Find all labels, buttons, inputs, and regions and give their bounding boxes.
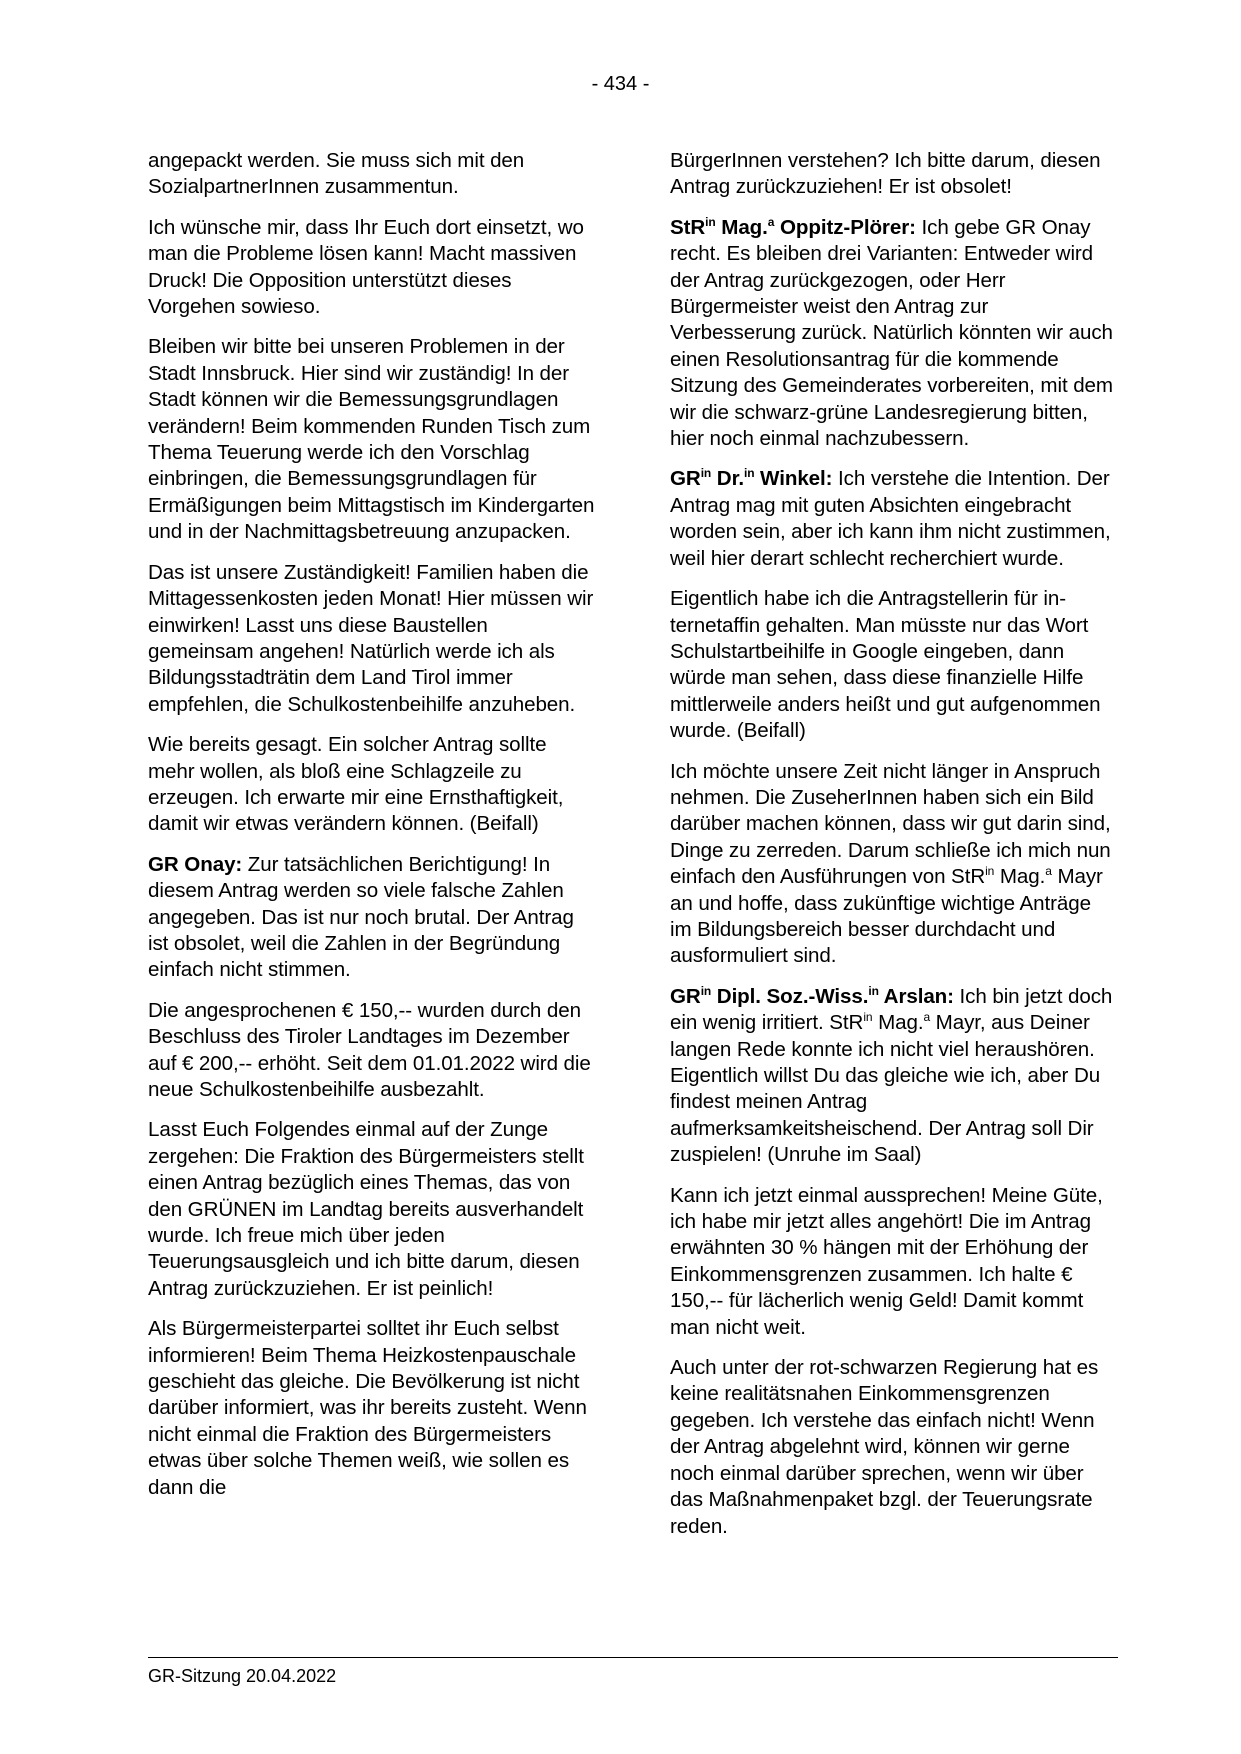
degree-suffix: a bbox=[767, 214, 775, 229]
paragraph: Wie bereits gesagt. Ein solcher Antrag sollte mehr wollen, als bloß eine Schlagzeile zu erzeugen. Ich erwarte mir eine Ernsthaftigkeit, damit wir etwas verändern können. (Beifall) bbox=[148, 733, 564, 836]
speaker-name bbox=[670, 985, 954, 1008]
speaker-title: GR bbox=[670, 467, 701, 491]
speaker-degree: Mag. bbox=[715, 215, 768, 239]
speaker-name bbox=[670, 467, 832, 490]
paragraph: Eigentlich habe ich die Antragstellerin für internetaffin gehalten. Man müsste nur das Wort Schulstartbeihilfe in Google eingeben, dann würde man sehen, dass diese finanzielle Hilfe mittlerweile anders heißt und gut aufgenommen wurde. (Beifall) bbox=[670, 587, 1101, 743]
paragraph: Auch unter der rot-schwarzen Regierung hat es keine realitätsnahen Einkommensgrenzen gegeben. Ich verstehe das einfach nicht! Wenn der Antrag abgelehnt wird, können wir gerne noch einmal darüber sprechen, wenn wir über das Maßnahmenpaket bzgl. der Teuerungsrate reden. bbox=[670, 1356, 1099, 1538]
paragraph: angepackt werden. Sie muss sich mit den SozialpartnerInnen zusammentun. bbox=[148, 149, 525, 199]
paragraph: Ich wünsche mir, dass Ihr Euch dort einsetzt, wo man die Probleme lösen kann! Macht massiven Druck! Die Opposition unterstützt dieses Vorgehen sowieso. bbox=[148, 215, 584, 319]
degree-suffix: in bbox=[743, 466, 755, 481]
speaker-surname: Arslan: bbox=[878, 984, 954, 1008]
paragraph: Als Bürgermeisterpartei solltet ihr Euch selbst informieren! Beim Thema Heizkostenpauschale geschieht das gleiche. Die Bevölkerung ist nicht darüber informiert, was ihr bereits zusteht. Wenn nicht einmal die Fraktion des Bürgermeisters etwas über solche Themen weiß, wie sollen es dann die bbox=[148, 1317, 587, 1499]
text-segment: Ich möchte unsere Zeit nicht länger in Anspruch nehmen. Die ZuseherInnen haben sich ein Bild darüber machen können, dass wir gut darin sind, Dinge zu zerreden. Darum schließe ich mich nun einfach den Ausführungen von StR bbox=[670, 759, 1111, 889]
title-suffix: in bbox=[863, 1010, 873, 1025]
speech-text: Zur tatsächlichen Berichtigung! In diesem Antrag werden so viele falsche Zahlen angegeben. Das ist nur noch brutal. Der Antrag ist obsolet, weil die Zahlen in der Begründung einfach nicht stimmen. bbox=[148, 852, 574, 982]
degree-suffix: a bbox=[1045, 864, 1052, 879]
degree-suffix: a bbox=[923, 1010, 931, 1025]
speech-onay bbox=[148, 852, 595, 984]
paragraph: BürgerInnen verstehen? Ich bitte darum, diesen Antrag zurückzuziehen! Er ist obsolet! bbox=[670, 149, 1101, 199]
speech-oppitz-ploerer bbox=[670, 215, 1117, 453]
speech-text: Ich gebe GR Onay recht. Es bleiben drei Varianten: Entweder wird der Antrag zurückgezogen, oder Herr Bürgermeister weist den Antrag zur Verbesserung zurück. Natürlich könnten wir auch einen Resolutionsantrag für die kommende Sitzung des Gemeinderates vorbereiten, mit dem wir die schwarz-grüne Landesregierung bitten, hier noch einmal nachzubessern. bbox=[670, 215, 1113, 451]
footer-session-date: GR-Sitzung 20.04.2022 bbox=[148, 1666, 337, 1686]
footer-divider bbox=[148, 1657, 1118, 1658]
title-suffix: in bbox=[700, 983, 712, 998]
speech-winkel bbox=[670, 466, 1117, 572]
paragraph: Das ist unsere Zuständigkeit! Familien haben die Mittagessenkosten jeden Monat! Hier müssen wir einwirken! Lasst uns diese Baustellen gemeinsam angehen! Natürlich werde ich als Bildungsstadträtin dem Land Tirol immer empfehlen, die Schulkostenbeihilfe anzuheben. bbox=[148, 560, 594, 716]
paragraph bbox=[670, 759, 1117, 970]
degree-suffix: in bbox=[868, 983, 879, 998]
text-segment: Mag. bbox=[994, 865, 1046, 889]
paragraph: Bleiben wir bitte bei unseren Problemen in der Stadt Innsbruck. Hier sind wir zuständig! In der Stadt können wir die Bemessungsgrundlagen verändern! Beim kommenden Runden Tisch zum Thema Teuerung werde ich den Vorschlag einbringen, die Bemessungsgrundlagen für Ermäßigungen beim Mittagstisch im Kindergarten und in der Nachmittagsbetreuung anzupacken. bbox=[148, 335, 595, 544]
left-column bbox=[148, 148, 595, 1515]
title-suffix: in bbox=[705, 214, 716, 229]
speaker-title: GR bbox=[670, 984, 701, 1008]
speech-text: Ich bin jetzt doch ein wenig irritiert. StR bbox=[670, 984, 1113, 1035]
speaker-degree: Dipl. Soz.-Wiss. bbox=[711, 984, 869, 1008]
title-suffix: in bbox=[700, 466, 712, 481]
paragraph: Kann ich jetzt einmal aussprechen! Meine Güte, ich habe mir jetzt alles angehört! Die im Antrag erwähnten 30 % hängen mit der Erhöhung der Einkommensgrenzen zusammen. Ich halte € 150,-- für lächerlich wenig Geld! Damit kommt man nicht weit. bbox=[670, 1183, 1103, 1339]
page-number: - 434 - bbox=[591, 73, 650, 95]
right-column bbox=[670, 148, 1117, 1554]
speaker-surname: Winkel: bbox=[754, 467, 833, 491]
speaker-name: GR Onay: bbox=[148, 852, 243, 876]
speaker-degree: Dr. bbox=[711, 467, 744, 491]
speech-arslan bbox=[670, 984, 1117, 1169]
speaker-name bbox=[670, 216, 916, 239]
paragraph: Lasst Euch Folgendes einmal auf der Zunge zergehen: Die Fraktion des Bürgermeisters stellt einen Antrag bezüglich eines Themas, das von den GRÜNEN im Landtag bereits ausverhandelt wurde. Ich freue mich über jeden Teuerungsausgleich und ich bitte darum, diesen Antrag zurückzuziehen. Er ist peinlich! bbox=[148, 1118, 584, 1300]
speech-text: Ich verstehe die Intention. Der Antrag mag mit guten Absichten eingebracht worden sein, aber ich kann ihm nicht zustimmen, weil hier derart schlecht recherchiert wurde. bbox=[670, 467, 1111, 570]
speaker-title: StR bbox=[670, 215, 706, 239]
text-segment: Mayr an und hoffe, dass zukünftige wichtige Anträge im Bildungsbereich besser durchdacht und ausformuliert sind. bbox=[670, 865, 1103, 968]
paragraph: Die angesprochenen € 150,-- wurden durch den Beschluss des Tiroler Landtages im Dezember auf € 200,-- erhöht. Seit dem 01.01.2022 wird die neue Schulkostenbeihilfe ausbezahlt. bbox=[148, 998, 591, 1101]
speech-text: Mag. bbox=[872, 1011, 924, 1035]
speech-text: Mayr, aus Deiner langen Rede konnte ich nicht viel heraushören. Eigentlich willst Du das gleiche wie ich, aber Du findest meinen Antrag aufmerksamkeitsheischend. Der Antrag soll Dir zuspielen! (Unruhe im Saal) bbox=[670, 1011, 1101, 1167]
speaker-surname: Oppitz-Plörer: bbox=[774, 215, 916, 239]
title-suffix: in bbox=[985, 864, 995, 879]
